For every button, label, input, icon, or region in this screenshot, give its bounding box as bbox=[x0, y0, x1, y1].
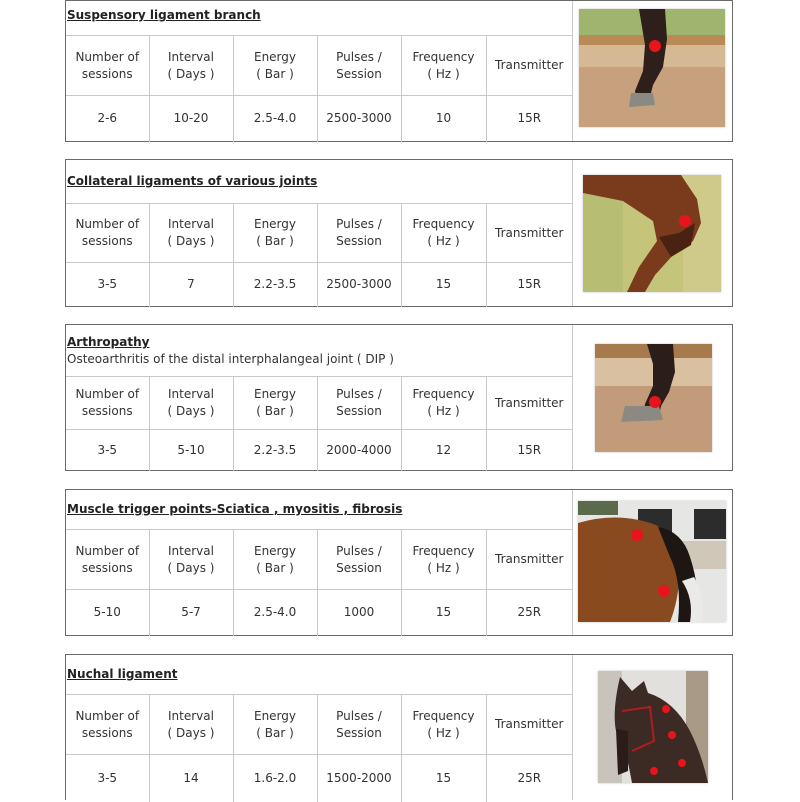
protocol-table bbox=[66, 203, 572, 307]
header-sessions: Number of sessions bbox=[66, 377, 149, 430]
header-frequency: Frequency ( Hz ) bbox=[401, 695, 486, 755]
header-sessions: Number of sessions bbox=[66, 204, 149, 263]
horse-hock-photo bbox=[583, 175, 721, 292]
value-energy: 2.5-4.0 bbox=[233, 590, 317, 636]
header-transmitter: Transmitter bbox=[486, 36, 572, 96]
value-interval: 10-20 bbox=[149, 96, 233, 142]
value-sessions: 2-6 bbox=[66, 96, 149, 142]
value-frequency: 12 bbox=[401, 430, 486, 471]
header-energy: Energy ( Bar ) bbox=[233, 377, 317, 430]
header-row bbox=[66, 530, 572, 590]
header-sessions: Number of sessions bbox=[66, 695, 149, 755]
section-title: Muscle trigger points-Sciatica , myositis , fibrosis bbox=[67, 502, 403, 516]
section-content bbox=[66, 325, 573, 470]
value-row bbox=[66, 590, 572, 636]
value-pulses: 2500-3000 bbox=[317, 263, 401, 307]
section-collateral-ligaments bbox=[65, 159, 733, 307]
horse-hindquarter-photo bbox=[578, 501, 726, 622]
protocol-table bbox=[66, 694, 572, 802]
header-energy: Energy ( Bar ) bbox=[233, 204, 317, 263]
value-sessions: 3-5 bbox=[66, 430, 149, 471]
section-content bbox=[66, 160, 573, 306]
value-row bbox=[66, 755, 572, 802]
header-transmitter: Transmitter bbox=[486, 695, 572, 755]
section-content bbox=[66, 655, 573, 800]
section-subtitle: Osteoarthritis of the distal interphalangeal joint ( DIP ) bbox=[67, 352, 394, 366]
header-row bbox=[66, 377, 572, 430]
header-pulses: Pulses / Session bbox=[317, 204, 401, 263]
value-energy: 2.2-3.5 bbox=[233, 430, 317, 471]
value-transmitter: 15R bbox=[486, 96, 572, 142]
marker-dot bbox=[668, 731, 676, 739]
header-interval: Interval ( Days ) bbox=[149, 377, 233, 430]
horse-hind-leg-photo bbox=[579, 9, 725, 127]
header-transmitter: Transmitter bbox=[486, 377, 572, 430]
section-title: Collateral ligaments of various joints bbox=[67, 174, 318, 188]
value-sessions: 3-5 bbox=[66, 263, 149, 307]
header-energy: Energy ( Bar ) bbox=[233, 36, 317, 96]
value-energy: 2.5-4.0 bbox=[233, 96, 317, 142]
value-interval: 5-10 bbox=[149, 430, 233, 471]
header-sessions: Number of sessions bbox=[66, 36, 149, 96]
protocol-table bbox=[66, 376, 572, 471]
header-pulses: Pulses / Session bbox=[317, 377, 401, 430]
header-frequency: Frequency ( Hz ) bbox=[401, 36, 486, 96]
value-sessions: 5-10 bbox=[66, 590, 149, 636]
value-transmitter: 15R bbox=[486, 430, 572, 471]
value-row bbox=[66, 263, 572, 307]
horse-head-photo bbox=[598, 671, 708, 783]
header-frequency: Frequency ( Hz ) bbox=[401, 530, 486, 590]
section-content bbox=[66, 490, 573, 635]
value-frequency: 15 bbox=[401, 590, 486, 636]
header-pulses: Pulses / Session bbox=[317, 695, 401, 755]
marker-dot bbox=[650, 767, 658, 775]
section-content bbox=[66, 1, 573, 141]
marker-dot bbox=[649, 396, 661, 408]
value-interval: 5-7 bbox=[149, 590, 233, 636]
marker-dot bbox=[658, 585, 670, 597]
section-muscle-trigger-points bbox=[65, 489, 733, 636]
horse-hoof-photo bbox=[595, 344, 712, 452]
value-interval: 14 bbox=[149, 755, 233, 802]
value-transmitter: 15R bbox=[486, 263, 572, 307]
value-transmitter: 25R bbox=[486, 755, 572, 802]
marker-dot bbox=[679, 215, 691, 227]
section-arthropathy bbox=[65, 324, 733, 471]
value-row bbox=[66, 96, 572, 142]
section-nuchal-ligament bbox=[65, 654, 733, 800]
header-energy: Energy ( Bar ) bbox=[233, 695, 317, 755]
header-frequency: Frequency ( Hz ) bbox=[401, 377, 486, 430]
value-frequency: 15 bbox=[401, 755, 486, 802]
header-pulses: Pulses / Session bbox=[317, 530, 401, 590]
header-row bbox=[66, 695, 572, 755]
protocol-table bbox=[66, 35, 572, 142]
protocol-table bbox=[66, 529, 572, 636]
value-pulses: 2000-4000 bbox=[317, 430, 401, 471]
value-energy: 2.2-3.5 bbox=[233, 263, 317, 307]
header-interval: Interval ( Days ) bbox=[149, 530, 233, 590]
value-pulses: 2500-3000 bbox=[317, 96, 401, 142]
marker-dot bbox=[662, 705, 670, 713]
value-pulses: 1000 bbox=[317, 590, 401, 636]
header-sessions: Number of sessions bbox=[66, 530, 149, 590]
value-frequency: 10 bbox=[401, 96, 486, 142]
header-interval: Interval ( Days ) bbox=[149, 36, 233, 96]
section-title: Arthropathy bbox=[67, 335, 150, 349]
value-sessions: 3-5 bbox=[66, 755, 149, 802]
header-frequency: Frequency ( Hz ) bbox=[401, 204, 486, 263]
value-energy: 1.6-2.0 bbox=[233, 755, 317, 802]
header-transmitter: Transmitter bbox=[486, 530, 572, 590]
section-suspensory-ligament bbox=[65, 0, 733, 142]
value-pulses: 1500-2000 bbox=[317, 755, 401, 802]
header-energy: Energy ( Bar ) bbox=[233, 530, 317, 590]
value-row bbox=[66, 430, 572, 471]
header-pulses: Pulses / Session bbox=[317, 36, 401, 96]
marker-dot bbox=[631, 529, 643, 541]
marker-dot bbox=[649, 40, 661, 52]
header-interval: Interval ( Days ) bbox=[149, 204, 233, 263]
value-frequency: 15 bbox=[401, 263, 486, 307]
header-row bbox=[66, 36, 572, 96]
section-title: Nuchal ligament bbox=[67, 667, 178, 681]
header-row bbox=[66, 204, 572, 263]
marker-dot bbox=[678, 759, 686, 767]
value-interval: 7 bbox=[149, 263, 233, 307]
header-transmitter: Transmitter bbox=[486, 204, 572, 263]
value-transmitter: 25R bbox=[486, 590, 572, 636]
section-title: Suspensory ligament branch bbox=[67, 8, 261, 22]
header-interval: Interval ( Days ) bbox=[149, 695, 233, 755]
